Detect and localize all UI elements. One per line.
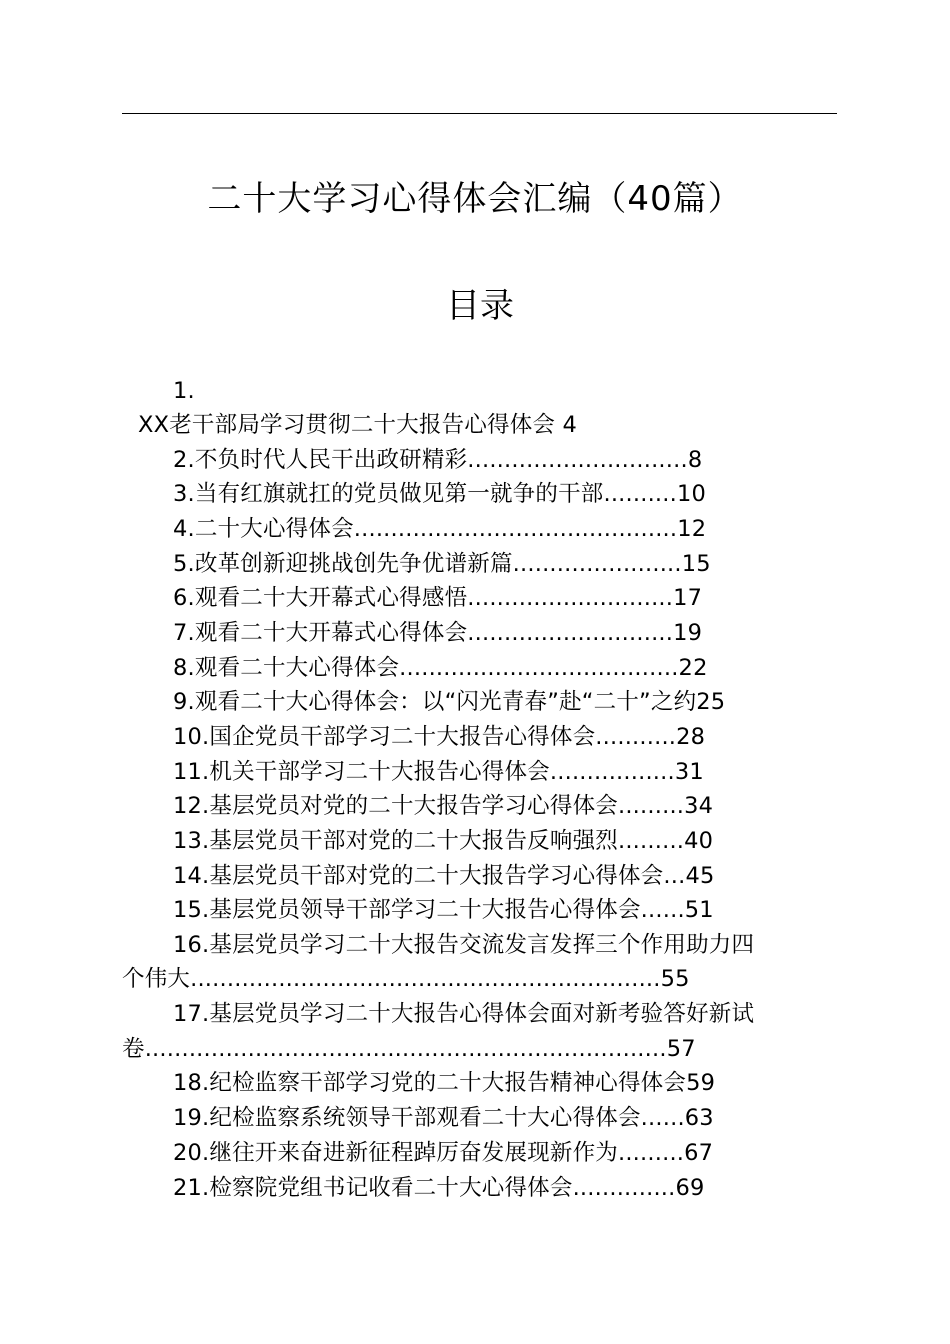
toc-entry-6[interactable]: 6.观看二十大开幕式心得感悟............................17 <box>173 585 703 611</box>
toc-entry-12[interactable]: 12.基层党员对党的二十大报告学习心得体会.........34 <box>173 793 714 819</box>
toc-entry-1-title[interactable]: XX老干部局学习贯彻二十大报告心得体会 4 <box>138 412 577 438</box>
toc-entry-3[interactable]: 3.当有红旗就扛的党员做见第一就争的干部..........10 <box>173 481 707 507</box>
toc-entry-10[interactable]: 10.国企党员干部学习二十大报告心得体会...........28 <box>173 724 706 750</box>
document-title: 二十大学习心得体会汇编（40篇） <box>207 179 743 219</box>
toc-entry-16-line-2[interactable]: 个伟大................................................................55 <box>122 966 690 992</box>
toc-entry-17-line-1[interactable]: 17.基层党员学习二十大报告心得体会面对新考验答好新试 <box>173 1001 755 1027</box>
toc-entry-4[interactable]: 4.二十大心得体会............................................12 <box>173 516 707 542</box>
toc-entry-18[interactable]: 18.纪检监察干部学习党的二十大报告精神心得体会59 <box>173 1070 716 1096</box>
toc-entry-7[interactable]: 7.观看二十大开幕式心得体会............................19 <box>173 620 703 646</box>
toc-entry-14[interactable]: 14.基层党员干部对党的二十大报告学习心得体会...45 <box>173 863 715 889</box>
toc-entry-21[interactable]: 21.检察院党组书记收看二十大心得体会..............69 <box>173 1175 705 1201</box>
toc-entry-2[interactable]: 2.不负时代人民干出政研精彩..............................8 <box>173 447 703 473</box>
toc-entry-13[interactable]: 13.基层党员干部对党的二十大报告反响强烈.........40 <box>173 828 714 854</box>
toc-heading: 目录 <box>446 286 514 326</box>
toc-entry-11[interactable]: 11.机关干部学习二十大报告心得体会.................31 <box>173 759 704 785</box>
toc-entry-8[interactable]: 8.观看二十大心得体会......................................22 <box>173 655 708 681</box>
toc-entry-15[interactable]: 15.基层党员领导干部学习二十大报告心得体会......51 <box>173 897 714 923</box>
header-rule <box>122 113 837 114</box>
toc-entry-9[interactable]: 9.观看二十大心得体会：以“闪光青春”赴“二十”之约25 <box>173 689 726 715</box>
toc-entry-19[interactable]: 19.纪检监察系统领导干部观看二十大心得体会......63 <box>173 1105 714 1131</box>
toc-entry-5[interactable]: 5.改革创新迎挑战创先争优谱新篇.......................15 <box>173 551 711 577</box>
toc-entry-20[interactable]: 20.继往开来奋进新征程踔厉奋发展现新作为.........67 <box>173 1140 714 1166</box>
toc-entry-1-number: 1. <box>173 378 195 404</box>
toc-entry-16-line-1[interactable]: 16.基层党员学习二十大报告交流发言发挥三个作用助力四 <box>173 932 755 958</box>
toc-entry-17-line-2[interactable]: 卷.......................................................................57 <box>122 1036 696 1062</box>
